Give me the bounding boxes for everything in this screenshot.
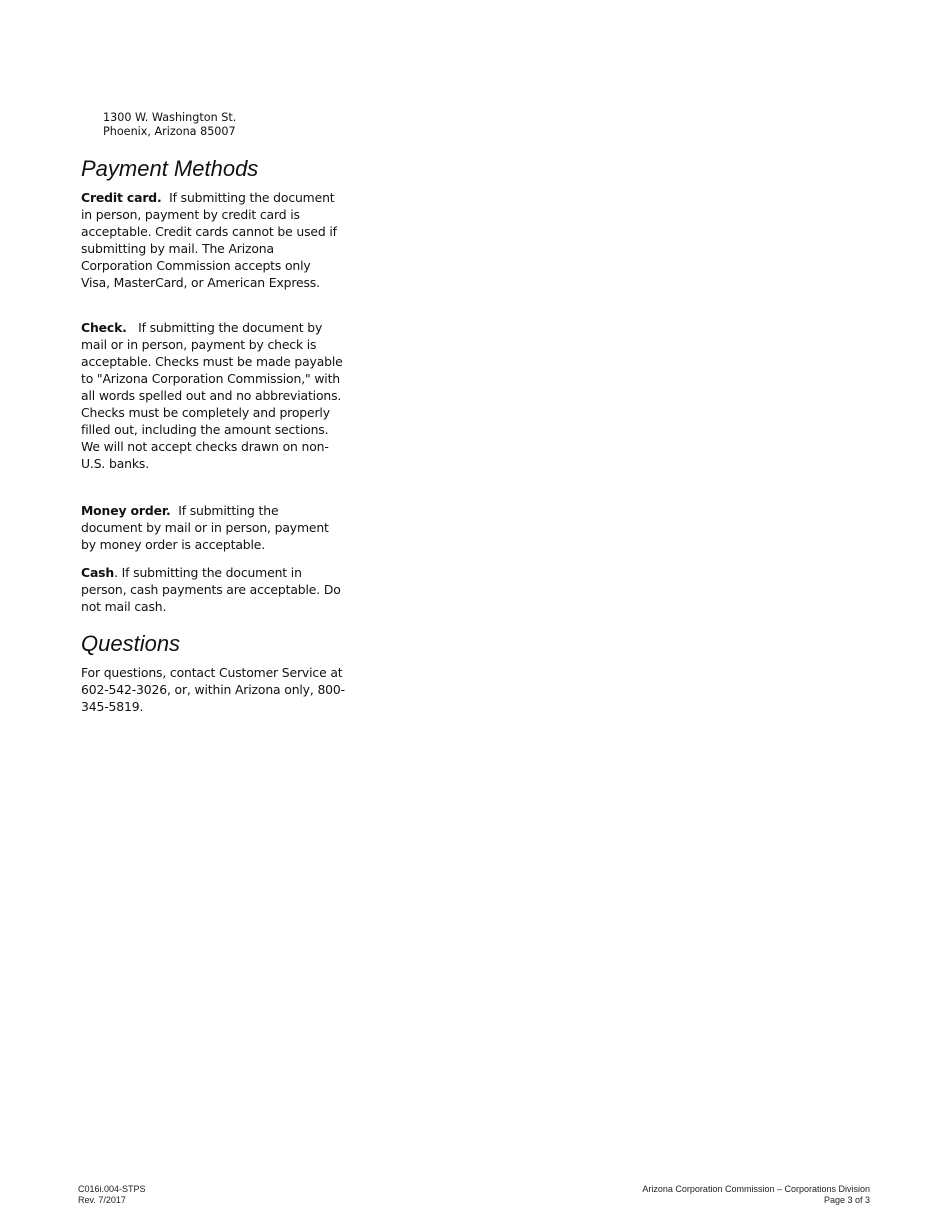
check-paragraph — [81, 319, 343, 472]
agency-name: Arizona Corporation Commission – Corporations Division — [642, 1184, 870, 1194]
money-order-text: If submitting the document by mail or in person, payment by money order is acceptable. — [81, 503, 329, 552]
footer-form-info — [78, 1184, 146, 1206]
payment-methods-heading: Payment Methods — [81, 156, 259, 181]
address-line-1: 1300 W. Washington St. — [103, 111, 237, 124]
check-label: Check. — [81, 320, 127, 335]
form-id: C016i.004-STPS — [78, 1184, 146, 1194]
credit-card-label: Credit card. — [81, 190, 162, 205]
questions-paragraph: For questions, contact Customer Service at 602-542-3026, or, within Arizona only, 800-345-5819. — [81, 665, 345, 714]
cash-label: Cash — [81, 565, 115, 580]
questions-heading: Questions — [81, 631, 181, 656]
cash-text: . If submitting the document in person, cash payments are acceptable. Do not mail cash. — [81, 565, 341, 614]
check-text: If submitting the document by mail or in person, payment by check is acceptable. Checks must be made payable to "Arizona Corporation Commission," with all words spelled out and no abbreviations. Checks must be completely and properly filled out, including the amount sections. We will not accept checks drawn on non-U.S. banks. — [81, 320, 343, 471]
mailing-address — [103, 111, 236, 139]
address-line-2: Phoenix, Arizona 85007 — [103, 125, 236, 138]
footer-agency-info — [642, 1184, 870, 1206]
page-number: Page 3 of 3 — [823, 1195, 870, 1205]
revision-date: Rev. 7/2017 — [78, 1195, 126, 1205]
credit-card-text: If submitting the document in person, payment by credit card is acceptable. Credit cards cannot be used if submitting by mail. The Arizona Corporation Commission accepts only Visa, MasterCard, or American Express. — [81, 190, 337, 290]
cash-paragraph — [81, 564, 343, 615]
money-order-paragraph — [81, 502, 343, 553]
money-order-label: Money order. — [81, 503, 171, 518]
credit-card-paragraph — [81, 189, 343, 291]
